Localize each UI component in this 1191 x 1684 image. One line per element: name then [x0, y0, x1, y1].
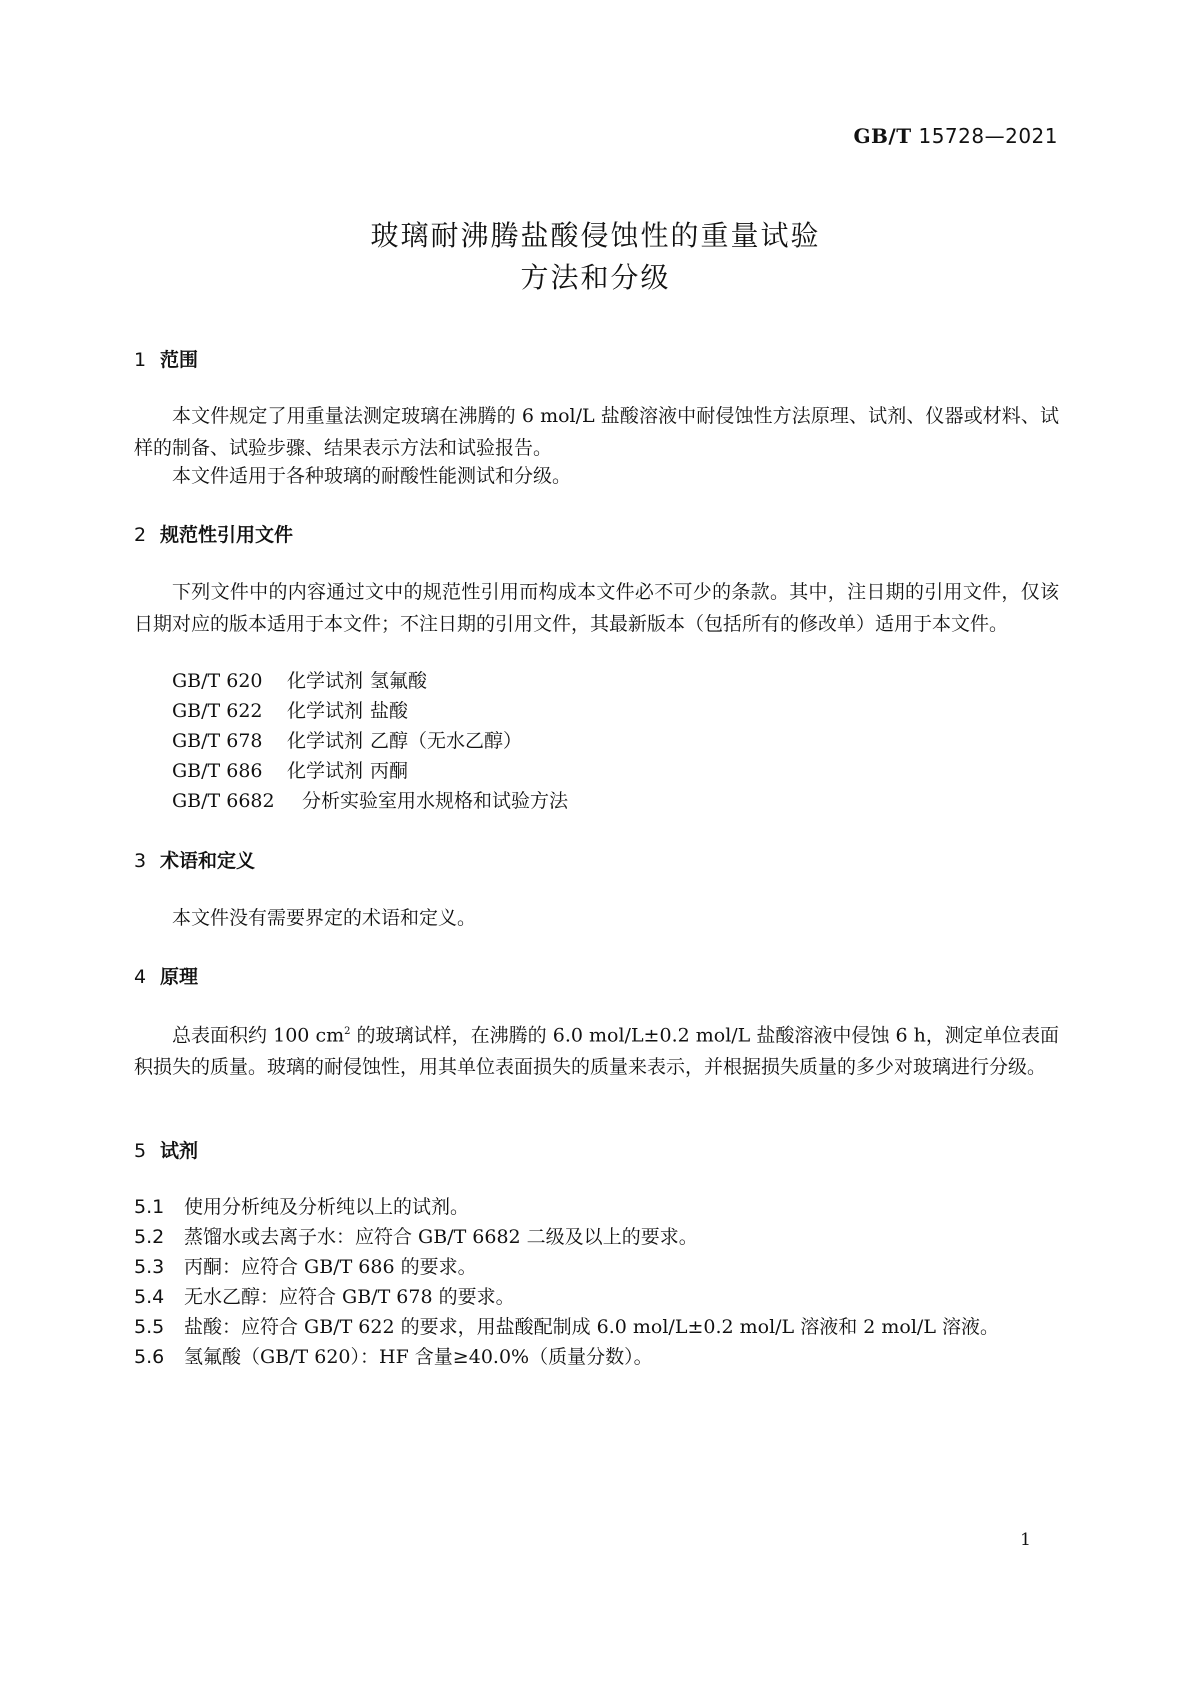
document-title-line1: 玻璃耐沸腾盐酸侵蚀性的重量试验 [370, 219, 821, 252]
reference-code: GB/T 686 [172, 760, 263, 782]
reference-category: 化学试剂 [287, 700, 364, 722]
reference-title: 分析实验室用水规格和试验方法 [302, 790, 569, 812]
reference-item [172, 786, 568, 813]
section-number: 3 [134, 850, 147, 872]
reference-code: GB/T 622 [172, 700, 263, 722]
reference-category: 化学试剂 [287, 760, 364, 782]
reagent-number: 5.4 [134, 1286, 165, 1308]
section-title: 范围 [160, 349, 199, 371]
reagent-text: 蒸馏水或去离子水：应符合 GB/T 6682 二级及以上的要求。 [184, 1226, 698, 1248]
reference-title: 丙酮 [370, 760, 409, 782]
section-3-heading [134, 846, 255, 873]
section-number: 4 [134, 966, 147, 988]
reference-code: GB/T 6682 [172, 790, 275, 812]
reagent-number: 5.2 [134, 1226, 165, 1248]
reagent-item [134, 1252, 477, 1279]
reference-title: 氢氟酸 [370, 670, 428, 692]
section-2-heading [134, 520, 293, 547]
reference-category: 化学试剂 [287, 670, 364, 692]
area-unit-superscript: 2 [344, 1026, 351, 1037]
standard-number: 15728—2021 [918, 124, 1058, 148]
section-4-paragraph-1 [134, 1016, 1059, 1083]
section-1-heading [134, 345, 198, 372]
reference-item [172, 696, 408, 723]
reagent-item [134, 1342, 653, 1369]
section-title: 试剂 [160, 1140, 199, 1162]
section-title: 术语和定义 [160, 850, 256, 872]
reagent-number: 5.6 [134, 1346, 165, 1368]
reference-code: GB/T 620 [172, 670, 263, 692]
section-4-heading [134, 962, 198, 989]
principle-text-rest: 的玻璃试样，在沸腾的 6.0 mol/L±0.2 mol/L 盐酸溶液中侵蚀 6 h，测定单位表面积损失的质量。玻璃的耐侵蚀性，用其单位表面损失的质量来表示，并根据损失质量的多少对玻璃进行分级。 [134, 1024, 1059, 1079]
section-2-paragraph-1: 下列文件中的内容通过文中的规范性引用而构成本文件必不可少的条款。其中，注日期的引用文件，仅该日期对应的版本适用于本文件；不注日期的引用文件，其最新版本（包括所有的修改单）适用于本文件。 [134, 581, 1059, 635]
standard-code [853, 124, 1058, 148]
section-number: 5 [134, 1140, 147, 1162]
reference-item [172, 666, 427, 693]
reference-item [172, 726, 522, 753]
reference-title: 盐酸 [370, 700, 409, 722]
section-number: 2 [134, 524, 147, 546]
section-3-paragraph-1: 本文件没有需要界定的术语和定义。 [172, 907, 477, 929]
reagent-number: 5.5 [134, 1316, 165, 1338]
reagent-number: 5.1 [134, 1196, 165, 1218]
reagent-text: 盐酸：应符合 GB/T 622 的要求，用盐酸配制成 6.0 mol/L±0.2 mol/L 溶液和 2 mol/L 溶液。 [184, 1316, 999, 1338]
reagent-number: 5.3 [134, 1256, 165, 1278]
page-number: 1 [1020, 1530, 1031, 1550]
reference-category: 化学试剂 [287, 730, 364, 752]
reagent-text: 氢氟酸（GB/T 620）：HF 含量≥40.0%（质量分数）。 [184, 1346, 653, 1368]
section-title: 规范性引用文件 [160, 524, 294, 546]
principle-text-start: 总表面积约 100 cm [172, 1024, 345, 1047]
reagent-text: 使用分析纯及分析纯以上的试剂。 [184, 1196, 470, 1218]
reagent-item [134, 1312, 999, 1339]
section-5-heading [134, 1136, 198, 1163]
reference-title: 乙醇（无水乙醇） [370, 730, 523, 752]
reference-item [172, 756, 408, 783]
reagent-text: 丙酮：应符合 GB/T 686 的要求。 [184, 1256, 477, 1278]
reagent-text: 无水乙醇：应符合 GB/T 678 的要求。 [184, 1286, 515, 1308]
document-title-line2: 方法和分级 [520, 261, 671, 294]
reagent-item [134, 1282, 515, 1309]
section-title: 原理 [160, 966, 199, 988]
reagent-item [134, 1222, 698, 1249]
reference-code: GB/T 678 [172, 730, 263, 752]
standard-prefix: GB/T [853, 124, 912, 148]
section-number: 1 [134, 349, 147, 371]
reagent-item [134, 1192, 469, 1219]
section-1-paragraph-2: 本文件适用于各种玻璃的耐酸性能测试和分级。 [172, 465, 572, 487]
section-1-paragraph-1: 本文件规定了用重量法测定玻璃在沸腾的 6 mol/L 盐酸溶液中耐侵蚀性方法原理、试剂、仪器或材料、试样的制备、试验步骤、结果表示方法和试验报告。 [134, 405, 1059, 459]
